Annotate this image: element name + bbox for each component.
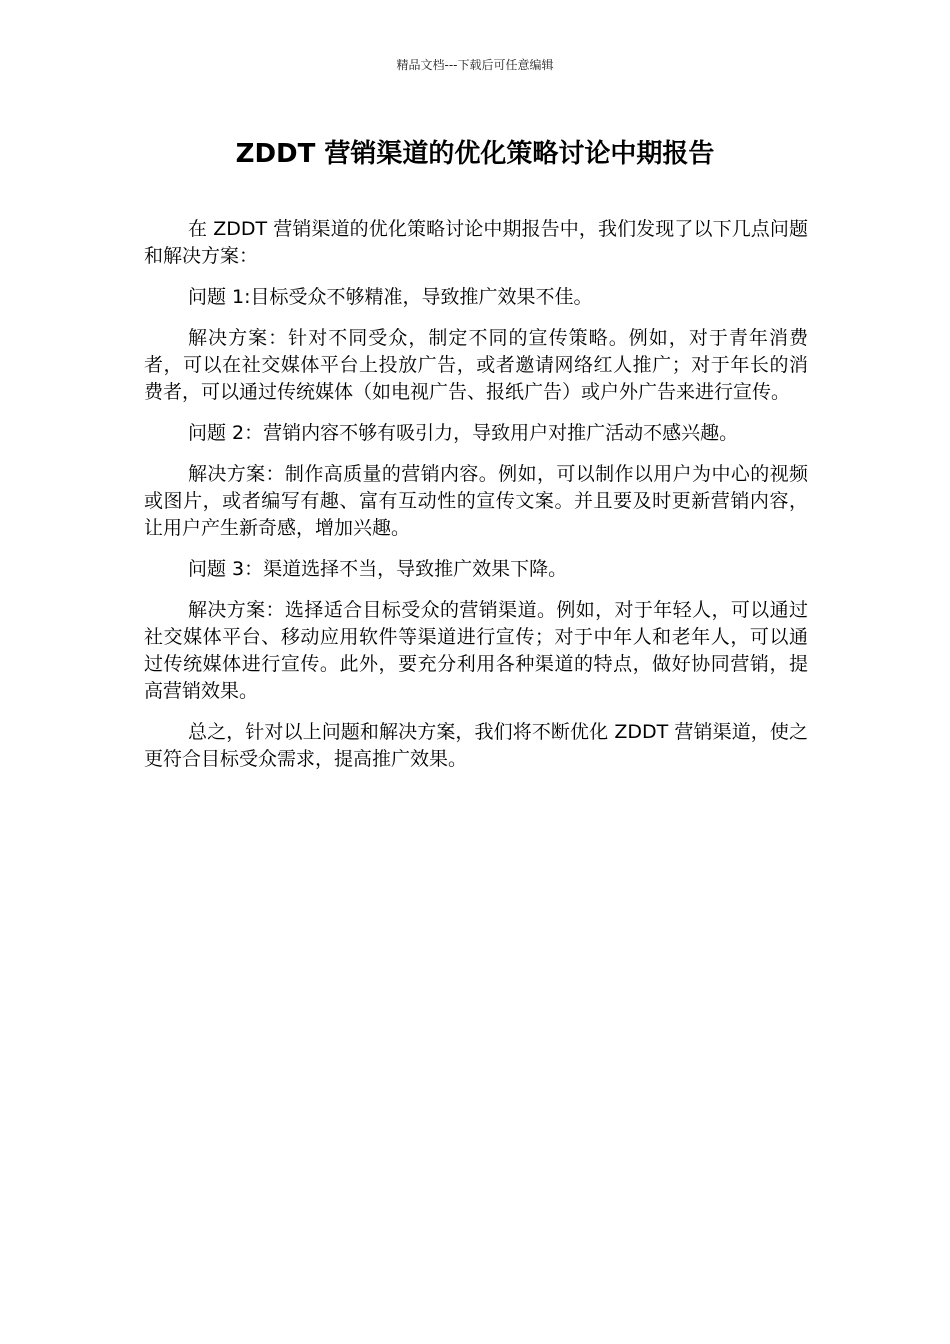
paragraph-solution-1: 解决方案：针对不同受众，制定不同的宣传策略。例如，对于青年消费者，可以在社交媒体平台上投放广告，或者邀请网络红人推广；对于年长的消费者，可以通过传统媒体（如电视广告、报纸广告）或户外广告来进行宣传。 [144,327,808,403]
page-header: 精品文档---下载后可任意编辑 [396,58,554,72]
document-body [144,216,808,787]
document-title: ZDDT 营销渠道的优化策略讨论中期报告 [235,139,715,169]
paragraph-conclusion: 总之，针对以上问题和解决方案，我们将不断优化 ZDDT 营销渠道，使之更符合目标受众需求，提高推广效果。 [144,721,808,770]
paragraph-problem-2: 问题 2：营销内容不够有吸引力，导致用户对推广活动不感兴趣。 [188,422,739,444]
paragraph-problem-3: 问题 3：渠道选择不当，导致推广效果下降。 [188,558,568,580]
paragraph-solution-3: 解决方案：选择适合目标受众的营销渠道。例如，对于年轻人，可以通过社交媒体平台、移动应用软件等渠道进行宣传；对于中年人和老年人，可以通过传统媒体进行宣传。此外，要充分利用各种渠道的特点，做好协同营销，提高营销效果。 [144,599,808,702]
paragraph-problem-1: 问题 1:目标受众不够精准，导致推广效果不佳。 [188,286,593,308]
paragraph-intro: 在 ZDDT 营销渠道的优化策略讨论中期报告中，我们发现了以下几点问题和解决方案： [144,218,808,267]
paragraph-solution-2: 解决方案：制作高质量的营销内容。例如，可以制作以用户为中心的视频或图片，或者编写有趣、富有互动性的宣传文案。并且要及时更新营销内容，让用户产生新奇感，增加兴趣。 [144,463,808,539]
